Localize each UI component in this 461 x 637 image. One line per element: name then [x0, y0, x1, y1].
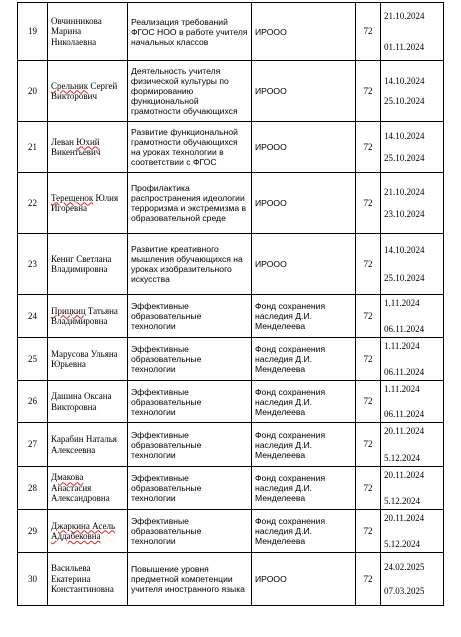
- hours: 72: [356, 510, 381, 553]
- course-title: Деятельность учителя физической культуры по формированию функциональной грамотности обучающихся: [128, 61, 252, 122]
- course-dates: [381, 295, 444, 338]
- table-row: [18, 553, 444, 606]
- date-start: 14.10.2024: [384, 245, 425, 255]
- date-start: 20.11.2024: [384, 513, 425, 523]
- table-row: [18, 467, 444, 510]
- teacher-name: Кениг Светлана Владимировна: [48, 234, 128, 295]
- spellcheck-word: Терещенок: [51, 192, 94, 203]
- course-title: Развитие функциональной грамотности обучающихся на уроках технологии в соответствии с ФГОС: [128, 122, 252, 173]
- teacher-training-table: [17, 2, 444, 606]
- date-start: 1.11.2024: [384, 341, 420, 351]
- hours: 72: [356, 467, 381, 510]
- course-title: Эффективные образовательные технологии: [128, 295, 252, 338]
- spellcheck-word: Прицкиц: [51, 305, 86, 316]
- teacher-name: Дмакова Анастасия Александровна: [48, 467, 128, 510]
- course-dates: [381, 61, 444, 122]
- hours: 72: [356, 295, 381, 338]
- date-end: 07.03.2025: [384, 586, 425, 596]
- course-title: Реализация требований ФГОС НОО в работе учителя начальных классов: [128, 3, 252, 61]
- hours: 72: [356, 553, 381, 606]
- course-title: Развитие креативного мышления обучающихся на уроках изобразительного искусства: [128, 234, 252, 295]
- organization: Фонд сохранения наследия Д.И. Менделеева: [252, 295, 356, 338]
- teacher-name: Дашина Оксана Викторовна: [48, 381, 128, 423]
- date-start: 14.10.2024: [384, 75, 425, 86]
- date-start: 21.10.2024: [384, 186, 425, 197]
- date-end: 23.10.2024: [384, 209, 425, 219]
- course-dates: [381, 510, 444, 553]
- teacher-name: [48, 510, 128, 553]
- teacher-name: Карабин Наталья Алексеевна: [48, 423, 128, 467]
- organization: ИРООО: [252, 173, 356, 234]
- table-row: [18, 510, 444, 553]
- row-number: 26: [18, 381, 48, 423]
- hours: 72: [356, 234, 381, 295]
- date-end: 06.11.2024: [384, 366, 425, 377]
- date-start: 21.10.2024: [384, 10, 425, 21]
- teacher-name: Прицкиц Татьяна Владимировна: [48, 295, 128, 338]
- course-dates: [381, 173, 444, 234]
- row-number: 28: [18, 467, 48, 510]
- table-row: [18, 381, 444, 423]
- date-end: 25.10.2024: [384, 96, 425, 106]
- course-dates: [381, 122, 444, 173]
- hours: 72: [356, 173, 381, 234]
- organization: ИРООО: [252, 61, 356, 122]
- table-row: [18, 173, 444, 234]
- course-dates: [381, 381, 444, 423]
- hours: 72: [356, 122, 381, 173]
- table-row: [18, 234, 444, 295]
- organization: Фонд сохранения наследия Д.И. Менделеева: [252, 423, 356, 467]
- date-start: 20.11.2024: [384, 469, 425, 480]
- hours: 72: [356, 338, 381, 381]
- hours: 72: [356, 423, 381, 467]
- row-number: 27: [18, 423, 48, 467]
- course-title: Эффективные образовательные технологии: [128, 338, 252, 381]
- date-start: 24.02.2025: [384, 561, 425, 572]
- organization: ИРООО: [252, 122, 356, 173]
- course-title: Эффективные образовательные технологии: [128, 467, 252, 510]
- date-end: 25.10.2024: [384, 272, 425, 283]
- date-end: 5.12.2024: [384, 538, 420, 549]
- table-row: [18, 423, 444, 467]
- course-dates: [381, 553, 444, 606]
- row-number: 22: [18, 173, 48, 234]
- table-row: [18, 338, 444, 381]
- organization: ИРООО: [252, 234, 356, 295]
- spellcheck-word: Срельник: [51, 80, 89, 91]
- course-dates: [381, 234, 444, 295]
- table-row: [18, 61, 444, 122]
- course-title: Эффективные образовательные технологии: [128, 423, 252, 467]
- course-dates: [381, 423, 444, 467]
- row-number: 30: [18, 553, 48, 606]
- table-row: [18, 3, 444, 61]
- organization: Фонд сохранения наследия Д.И. Менделеева: [252, 510, 356, 553]
- organization: Фонд сохранения наследия Д.И. Менделеева: [252, 338, 356, 381]
- date-start: 1.11.2024: [384, 298, 420, 308]
- organization: ИРООО: [252, 553, 356, 606]
- spellcheck-word: Юхий: [76, 136, 100, 147]
- date-end: 06.11.2024: [384, 409, 425, 419]
- organization: ИРООО: [252, 3, 356, 61]
- organization: Фонд сохранения наследия Д.И. Менделеева: [252, 467, 356, 510]
- row-number: 23: [18, 234, 48, 295]
- hours: 72: [356, 61, 381, 122]
- row-number: 19: [18, 3, 48, 61]
- date-start: 1.11.2024: [384, 383, 420, 394]
- teacher-name: Срельник Сергей Викторович: [48, 61, 128, 122]
- course-title: Эффективные образовательные технологии: [128, 510, 252, 553]
- table-row: [18, 122, 444, 173]
- row-number: 29: [18, 510, 48, 553]
- teacher-name: Марусова Ульяна Юрьевна: [48, 338, 128, 381]
- course-dates: [381, 338, 444, 381]
- date-end: 06.11.2024: [384, 323, 425, 334]
- date-end: 5.12.2024: [384, 496, 420, 506]
- spellcheck-word: Джаркина Асель Аддабековна: [51, 520, 116, 541]
- row-number: 20: [18, 61, 48, 122]
- hours: 72: [356, 381, 381, 423]
- course-title: Эффективные образовательные технологии: [128, 381, 252, 423]
- course-dates: [381, 467, 444, 510]
- teacher-name: Терещенок Юлия Игоревна: [48, 173, 128, 234]
- course-dates: [381, 3, 444, 61]
- date-end: 5.12.2024: [384, 452, 420, 463]
- organization: Фонд сохранения наследия Д.И. Менделеева: [252, 381, 356, 423]
- date-end: 25.10.2024: [384, 152, 425, 163]
- hours: 72: [356, 3, 381, 61]
- date-start: 20.11.2024: [384, 426, 425, 436]
- date-end: 01.11.2024: [384, 42, 425, 52]
- course-title: Повышение уровня предметной компетенции учителя иностранного языка: [128, 553, 252, 606]
- row-number: 21: [18, 122, 48, 173]
- table-row: [18, 295, 444, 338]
- row-number: 24: [18, 295, 48, 338]
- course-title: Профилактика распространения идеологии терроризма и экстремизма в образовательной среде: [128, 173, 252, 234]
- row-number: 25: [18, 338, 48, 381]
- teacher-name: Овчинникова Марина Николаевна: [48, 3, 128, 61]
- teacher-name: Васильева Екатерина Константиновна: [48, 553, 128, 606]
- date-start: 14.10.2024: [384, 131, 425, 141]
- teacher-name: Леван Юхий Викентьевич: [48, 122, 128, 173]
- spellcheck-word: Дмакова: [51, 472, 84, 483]
